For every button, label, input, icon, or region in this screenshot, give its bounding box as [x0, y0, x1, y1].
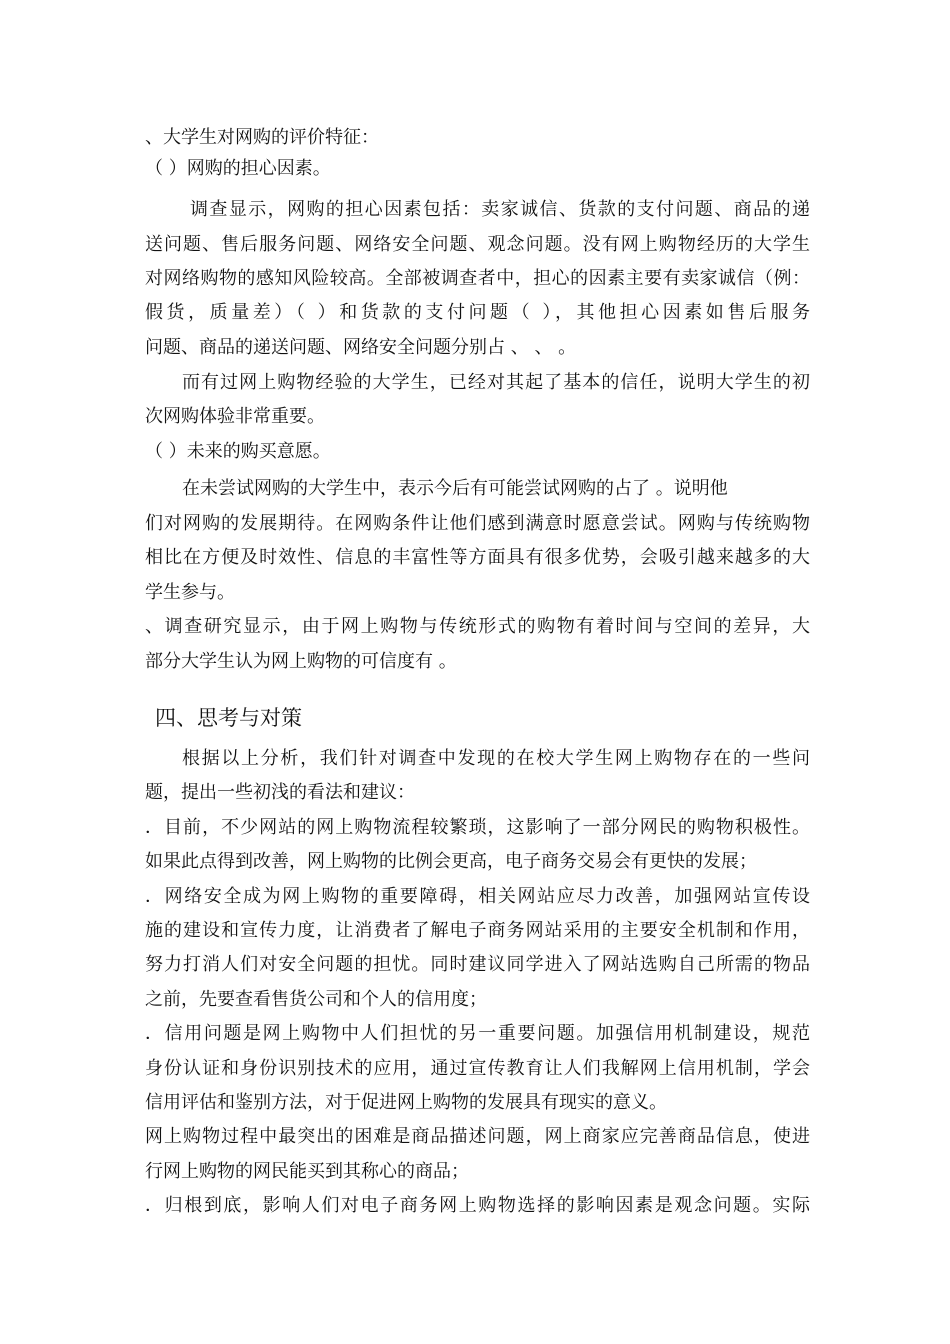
- list-item-line: ．信用问题是网上购物中人们担忧的另一重要问题。加强信用机制建设，规范: [145, 1023, 810, 1044]
- paragraph-line: 、调查研究显示，由于网上购物与传统形式的购物有着时间与空间的差异，大: [145, 616, 810, 637]
- paragraph-line: 相比在方便及时效性、信息的丰富性等方面具有很多优势，会吸引越来越多的大: [145, 547, 810, 568]
- list-item-line: 身份认证和身份识别技术的应用，通过宣传教育让人们我解网上信用机制，学会: [145, 1058, 810, 1079]
- list-item-line: 信用评估和鉴别方法，对于促进网上购物的发展具有现实的意义。: [145, 1092, 667, 1113]
- paragraph-line: 次网购体验非常重要。: [145, 406, 325, 427]
- section-subheading: 、大学生对网购的评价特征：: [145, 127, 379, 148]
- list-item-line: 之前，先要查看售货公司和个人的信用度；: [145, 989, 487, 1010]
- subsection-heading: （ ）网购的担心因素。: [145, 158, 331, 179]
- list-item-line: ．归根到底，影响人们对电子商务网上购物选择的影响因素是观念问题。实际: [145, 1195, 810, 1216]
- paragraph-line: 学生参与。: [145, 582, 235, 603]
- subsection-heading: （ ）未来的购买意愿。: [145, 441, 331, 462]
- paragraph-line: 题，提出一些初浅的看法和建议：: [145, 782, 415, 803]
- list-item-line: ．目前，不少网站的网上购物流程较繁琐，这影响了一部分网民的购物积极性。: [145, 817, 810, 838]
- list-item-line: 施的建设和宣传力度，让消费者了解电子商务网站采用的主要安全机制和作用，: [145, 920, 810, 941]
- list-item-line: 努力打消人们对安全问题的担忧。同时建议同学进入了网站选购自己所需的物品: [145, 954, 810, 975]
- paragraph-line: 在未尝试网购的大学生中，表示今后有可能尝试网购的占了 。说明他: [182, 478, 728, 499]
- paragraph-line: 根据以上分析，我们针对调查中发现的在校大学生网上购物存在的一些问: [182, 748, 810, 769]
- list-item-line: 如果此点得到改善，网上购物的比例会更高，电子商务交易会有更快的发展；: [145, 851, 757, 872]
- paragraph-line: 问题、商品的递送问题、网络安全问题分别占 、 、 。: [145, 337, 577, 358]
- paragraph-line: 网上购物过程中最突出的困难是商品描述问题，网上商家应完善商品信息，使进: [145, 1126, 810, 1147]
- paragraph-line: 送问题、售后服务问题、网络安全问题、观念问题。没有网上购物经历的大学生: [145, 234, 810, 255]
- paragraph-line: 调查显示，网购的担心因素包括：卖家诚信、货款的支付问题、商品的递: [190, 199, 810, 220]
- paragraph-line: 假货，质量差）（ ）和货款的支付问题（ ），其他担心因素如售后服务: [145, 302, 810, 323]
- list-item-line: ．网络安全成为网上购物的重要障碍，相关网站应尽力改善，加强网站宣传设: [145, 886, 810, 907]
- paragraph-line: 行网上购物的网民能买到其称心的商品；: [145, 1161, 469, 1182]
- paragraph-line: 而有过网上购物经验的大学生，已经对其起了基本的信任，说明大学生的初: [182, 372, 810, 393]
- section-heading: 四、思考与对策: [155, 706, 302, 730]
- paragraph-line: 部分大学生认为网上购物的可信度有 。: [145, 651, 457, 672]
- paragraph-line: 们对网购的发展期待。在网购条件让他们感到满意时愿意尝试。网购与传统购物: [145, 513, 810, 534]
- paragraph-line: 对网络购物的感知风险较高。全部被调查者中，担心的因素主要有卖家诚信（例：: [145, 268, 810, 289]
